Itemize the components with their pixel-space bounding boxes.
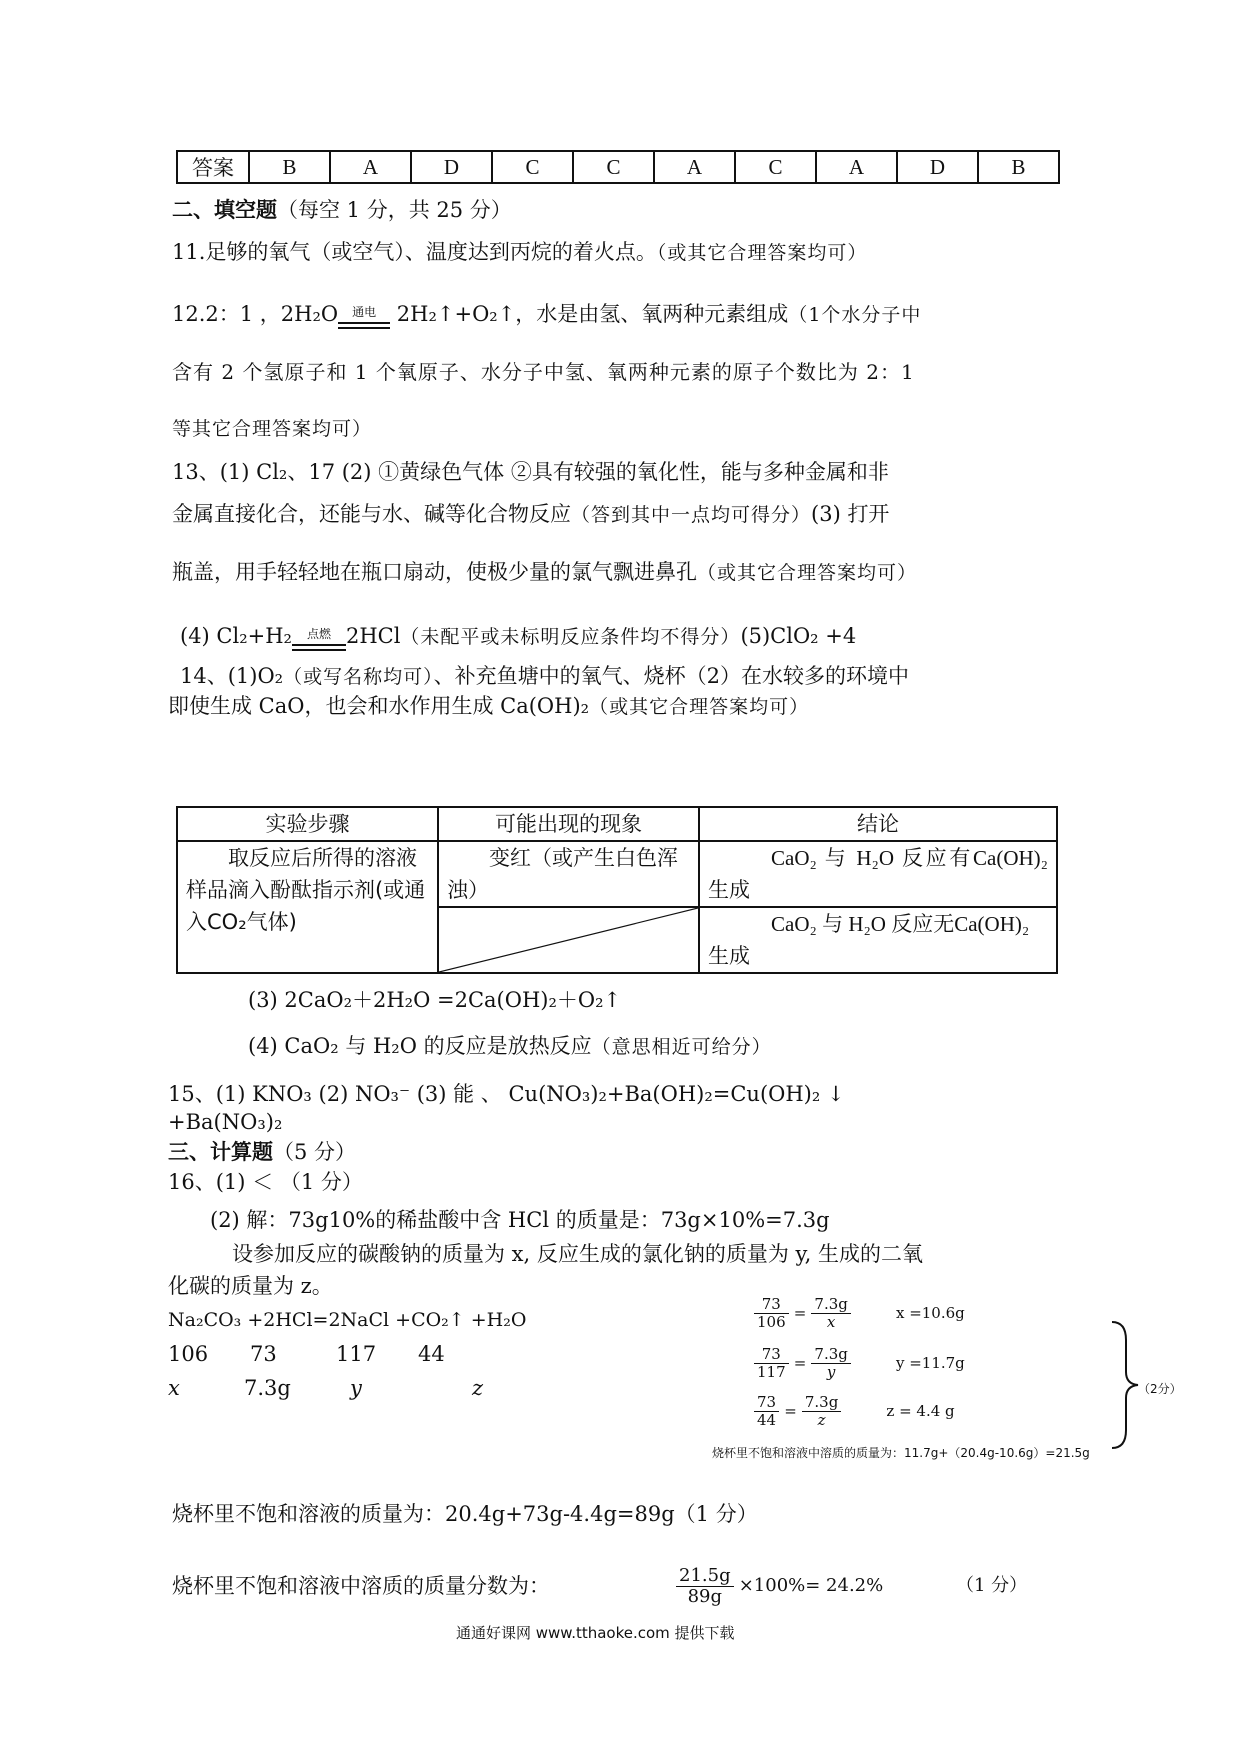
step-cell: 取反应后所得的溶液样品滴入酚酞指示剂(或通入CO₂气体) xyxy=(177,841,438,973)
var-x: x xyxy=(168,1376,180,1400)
mass-fraction-label: 烧杯里不饱和溶液中溶质的质量分数为： xyxy=(172,1574,550,1598)
right-brace xyxy=(1108,1320,1142,1450)
q13-line2b: (3) 打开 xyxy=(811,502,890,526)
ratio1-result: x =10.6g xyxy=(895,1304,965,1322)
ratio2-result: y =11.7g xyxy=(895,1354,965,1372)
answer-table xyxy=(176,150,1060,184)
answer-cell: D xyxy=(411,151,492,183)
q14-line2 xyxy=(168,692,809,721)
header-step: 实验步骤 xyxy=(177,807,438,841)
ratio3-num: 73 xyxy=(754,1394,779,1412)
q16-p1: 16、(1) ＜ （1 分） xyxy=(168,1170,363,1194)
ratio-1: $\frac{73}{106}$ = $\frac{7.3g}{x}$ x =10.6g xyxy=(754,1296,965,1331)
q13-line4b: 2HCl xyxy=(345,624,401,648)
answer-cell: A xyxy=(654,151,735,183)
q15-line2: +Ba(NO₃)₂ xyxy=(168,1110,283,1134)
section2-note: （每空 1 分，共 25 分） xyxy=(277,198,512,222)
q14-line2note: （或其它合理答案均可） xyxy=(589,696,810,718)
answer-cell: B xyxy=(978,151,1059,183)
q13-line4note: （未配平或未标明反应条件均不得分） xyxy=(400,626,741,648)
answer-label: 答案 xyxy=(177,151,249,183)
answer-cell: B xyxy=(249,151,330,183)
q14-line1note: （或写名称均可） xyxy=(283,666,434,688)
header-conclusion: 结论 xyxy=(699,807,1057,841)
q16-masses xyxy=(168,1340,445,1368)
q15-line1: 15、(1) KNO₃ (2) NO₃⁻ (3) 能 、 Cu(NO₃)₂+Ba(OH)₂=Cu(OH)₂ ↓ xyxy=(168,1082,845,1106)
solution-mass: 烧杯里不饱和溶液的质量为：20.4g+73g-4.4g=89g（1 分） xyxy=(172,1502,758,1526)
section2-title: 二、填空题 xyxy=(172,197,277,222)
ratio3-den: 44 xyxy=(757,1411,777,1429)
q13-line4c: (5)ClO₂ +4 xyxy=(740,624,857,648)
header-phenomenon: 可能出现的现象 xyxy=(438,807,699,841)
conclusion2-cell: CaO₂ 与 H₂O 反应无Ca(OH)₂生成 xyxy=(699,907,1057,973)
answer-cell: C xyxy=(573,151,654,183)
ratio2-rnum: 7.3g xyxy=(811,1346,850,1364)
q13-line1: 13、(1) Cl₂、17 (2) ①黄绿色气体 ②具有较强的氧化性，能与多种金属和非 xyxy=(172,460,889,484)
q12-line3: 等其它合理答案均可） xyxy=(172,418,373,440)
diagonal-line xyxy=(439,908,698,972)
q13-line3 xyxy=(172,558,917,587)
frac-num: 21.5g xyxy=(676,1566,734,1587)
q12-after: 2H₂↑+O₂↑，水是由氢、氧两种元素组成 xyxy=(390,302,789,326)
q12-line2: 含有 2 个氢原子和 1 个氧原子、水分子中氢、氧两种元素的原子个数比为 2：1 xyxy=(172,360,915,384)
q16-equation: Na₂CO₃ +2HCl=2NaCl +CO₂↑ +H₂O xyxy=(168,1309,527,1331)
q14-line2a: 即使生成 CaO，也会和水作用生成 Ca(OH)₂ xyxy=(168,694,590,718)
q14-part4note: （意思相近可给分） xyxy=(591,1036,772,1058)
q14-part3: (3) 2CaO₂＋2H₂O =2Ca(OH)₂＋O₂↑ xyxy=(248,988,622,1012)
ratio-2: $\frac{73}{117}$ = $\frac{7.3g}{y}$ y =11.7g xyxy=(754,1346,965,1381)
frac-den: 89g xyxy=(687,1586,723,1607)
mass-co2: 44 xyxy=(418,1342,445,1366)
q12-note1: （1个水分子中 xyxy=(788,304,922,326)
mass-hcl: 73 xyxy=(250,1342,277,1366)
ratio1-rnum: 7.3g xyxy=(811,1296,850,1314)
q16-vars xyxy=(168,1374,483,1402)
q13-condition: 点燃 xyxy=(306,627,331,641)
footer: 通通好课网 www.tthaoke.com 提供下载 xyxy=(456,1624,735,1642)
section3-note: （5 分） xyxy=(273,1140,357,1164)
mass-fraction-expr xyxy=(676,1566,883,1607)
ratio2-num: 73 xyxy=(754,1346,789,1364)
mass-nacl: 117 xyxy=(336,1342,377,1366)
empty-phenomenon-cell xyxy=(438,907,699,973)
q12-prefix: 12.2：1 ，2H₂O xyxy=(172,302,339,326)
section2-heading xyxy=(172,196,512,224)
q13-line3a: 瓶盖，用手轻轻地在瓶口扇动，使极少量的氯气飘进鼻孔 xyxy=(172,560,697,584)
frac-score: （1 分） xyxy=(956,1575,1028,1596)
q14-line1b: 、补充鱼塘中的氧气、烧杯（2）在水较多的环境中 xyxy=(433,664,909,688)
q14-line1 xyxy=(180,662,909,691)
ratio2-rden: y xyxy=(826,1363,836,1381)
q14-line1a: 14、(1)O₂ xyxy=(180,664,284,688)
q13-line4a: (4) Cl₂+H₂ xyxy=(180,624,292,648)
ratio1-den: 106 xyxy=(757,1313,786,1331)
answer-cell: D xyxy=(897,151,978,183)
q13-line2 xyxy=(172,500,889,529)
q12-line1 xyxy=(172,300,921,329)
q12-arrow xyxy=(338,305,390,329)
solute-note: 烧杯里不饱和溶液中溶质的质量为：11.7g+（20.4g-10.6g）=21.5g xyxy=(712,1446,1090,1460)
q13-arrow xyxy=(292,627,346,651)
section3-title: 三、计算题 xyxy=(168,1139,273,1164)
answer-cell: A xyxy=(330,151,411,183)
var-z: z xyxy=(472,1376,484,1400)
var-y: y xyxy=(350,1376,362,1400)
ratio-3: $\frac{73}{44}$ = $\frac{7.3g}{z}$ z = 4.4 g xyxy=(754,1394,955,1429)
conclusion1-cell: CaO₂ 与 H₂O 反应有Ca(OH)₂生成 xyxy=(699,841,1057,907)
q13-line3note: （或其它合理答案均可） xyxy=(697,562,918,584)
q14-part4 xyxy=(248,1032,772,1061)
ratio1-num: 73 xyxy=(754,1296,789,1314)
ratio3-rden: z xyxy=(817,1411,826,1429)
q13-line4 xyxy=(180,622,856,651)
q11-text: 11.足够的氧气（或空气）、温度达到丙烷的着火点。 xyxy=(172,240,657,264)
section3-heading xyxy=(168,1138,356,1166)
ratio2-den: 117 xyxy=(757,1363,786,1381)
phenomenon-cell: 变红（或产生白色浑浊） xyxy=(438,841,699,907)
var-hcl: 7.3g xyxy=(244,1376,291,1400)
ratio3-rnum: 7.3g xyxy=(802,1394,841,1412)
brace-score: （2分） xyxy=(1138,1382,1182,1396)
q11 xyxy=(172,238,867,267)
frac-result: ×100%= 24.2% xyxy=(738,1575,884,1596)
q16-p3b: 化碳的质量为 z。 xyxy=(168,1274,333,1298)
answer-cell: C xyxy=(492,151,573,183)
q13-line2note: （答到其中一点均可得分） xyxy=(571,504,812,526)
answer-cell: A xyxy=(816,151,897,183)
q13-line2a: 金属直接化合，还能与水、碱等化合物反应 xyxy=(172,502,571,526)
q12-condition: 通电 xyxy=(352,305,377,319)
answer-cell: C xyxy=(735,151,816,183)
ratio3-result: z = 4.4 g xyxy=(886,1402,955,1420)
q16-p3a: 设参加反应的碳酸钠的质量为 x, 反应生成的氯化钠的质量为 y, 生成的二氧 xyxy=(232,1242,923,1266)
q14-part4-text: (4) CaO₂ 与 H₂O 的反应是放热反应 xyxy=(248,1034,592,1058)
mass-na2co3: 106 xyxy=(168,1342,209,1366)
q16-p2: (2) 解：73g10%的稀盐酸中含 HCl 的质量是：73g×10%=7.3g xyxy=(210,1208,830,1232)
q11-note: （或其它合理答案均可） xyxy=(656,242,868,264)
ratio1-rden: x xyxy=(826,1313,836,1331)
experiment-table xyxy=(176,806,1058,974)
